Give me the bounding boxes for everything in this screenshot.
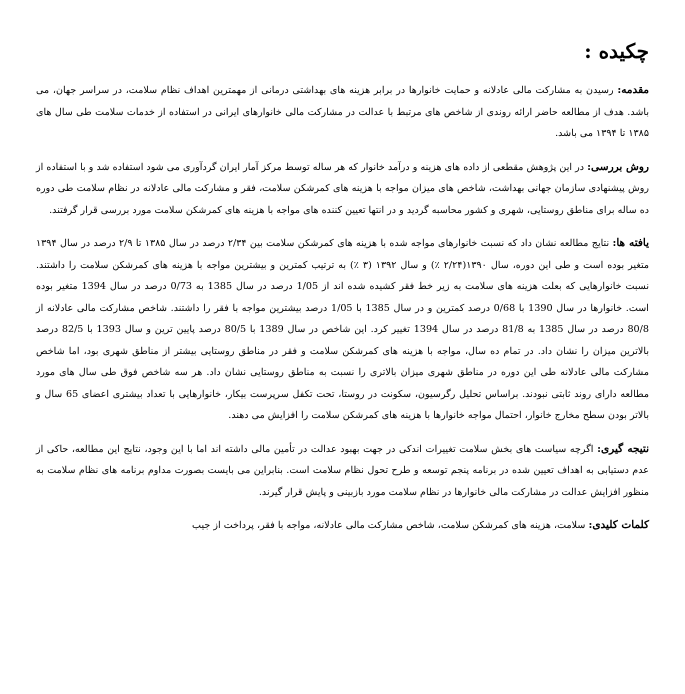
keywords-body: سلامت، هزینه های کمرشکن سلامت، شاخص مشارکت مالی عادلانه، مواجه با فقر، پرداخت از جیب	[192, 520, 589, 531]
keywords-heading: کلمات کلیدی:	[588, 519, 649, 531]
conclusion-paragraph	[36, 439, 649, 504]
keywords-paragraph	[36, 515, 649, 537]
introduction-body: رسیدن به مشارکت مالی عادلانه و حمایت خانوارها در برابر هزینه های بهداشتی درمانی از مهمترین اهداف نظام سلامت، در سراسر جهان، می باشد. هدف از مطالعه حاضر ارائه روندی از شاخص های مرتبط با عدالت در مشارکت مالی خانوارهای ایرانی در استفاده از خدمات سلامت طی سال های ۱۳۸۵ تا ۱۳۹۴ می باشد.	[36, 85, 649, 139]
abstract-title: چکیده :	[584, 39, 649, 63]
methods-paragraph	[36, 157, 649, 222]
conclusion-heading: نتیجه گیری:	[597, 442, 649, 455]
methods-body: در این پژوهش مقطعی از داده های هزینه و درآمد خانوار که هر ساله توسط مرکز آمار ایران گردآوری می شود استفاده شد و با استفاده از روش پیشنهادی سازمان جهانی بهداشت، شاخص های میزان مواجه با هزینه های کمرشکن سلامت، فقر و مشارکت مالی عادلانه در نظام سلامت طی دوره ده ساله برای مناطق روستایی، شهری و کشور محاسبه گردید و در انتها تعیین کننده های مواجه با هزینه های کمرشکن سلامت مورد بررسی قرار گرفتند.	[36, 161, 649, 216]
results-body: نتایج مطالعه نشان داد که نسبت خانوارهای مواجه شده با هزینه های کمرشکن سلامت بین ۲/۳۴ درصد در سال ۱۳۸۵ تا ۲/۹ درصد در سال ۱۳۹۴ متغیر بوده است و طی این دوره، سال ۱۳۹۰(۲/۲۴ ٪) و سال ۱۳۹۲ (۳ ٪) به ترتیب کمترین و بیشترین مواجه با هزینه های کمرشکن سلامت را داشتند. نسبت خانوارهایی که بعلت هزینه های سلامت به زیر خط فقر کشیده شده اند از 1/05 درصد در سال 1385 به 0/73 درصد در سال 1394 متغیر بوده است. خانوارها در سال 1390 با 0/68 درصد کمترین و در سال 1385 با 1/05 درصد بیشترین مواجه با فقر را داشتند. شاخص مشارکت مالی عادلانه از 80/8 درصد در سال 1385 به 81/8 درصد در سال 1394 تغییر کرد. این شاخص در سال 1389 با 80/5 درصد پایین ترین و سال 1393 با 82/5 درصد بالاترین میزان را نشان داد. در تمام ده سال، مواجه با هزینه های کمرشکن سلامت و فقر در مناطق روستایی بیشتر از مناطق شهری بود، اما شاخص مشارکت مالی عادلانه طی این دوره در مناطق شهری میزان بالاتری را نسبت به مناطق روستایی نشان داد. هر سه شاخص فوق طی سال های مورد مطالعه دارای روند ثابتی نبودند. براساس تحلیل رگرسیون، سکونت در روستا، تحت تکفل سرپرست بیکار، خانوارهایی با تعداد بیشتری اعضای 65 سال و بالاتر بودن سطح مخارج خانوار، احتمال مواجه خانوارها با هزینه های کمرشکن سلامت را افزایش می دهند.	[36, 238, 649, 421]
introduction-heading: مقدمه:	[617, 84, 649, 96]
introduction-paragraph	[36, 80, 649, 145]
methods-heading: روش بررسی:	[587, 160, 649, 173]
results-paragraph	[36, 233, 649, 427]
results-heading: یافته ها:	[612, 237, 649, 249]
conclusion-body: اگرچه سیاست های بخش سلامت تغییرات اندکی در جهت بهبود عدالت در تأمین مالی داشته اند اما با این وجود، نتایج این مطالعه، حاکی از عدم دستیابی به اهداف تعیین شده در برنامه پنجم توسعه و طرح تحول نظام سلامت است. بنابراین می بایست بصورت مداوم برنامه های نظام سلامت به منظور افزایش عدالت در مشارکت مالی خانوارها در نظام سلامت مورد بازبینی و پایش قرار گیرند.	[36, 443, 649, 498]
